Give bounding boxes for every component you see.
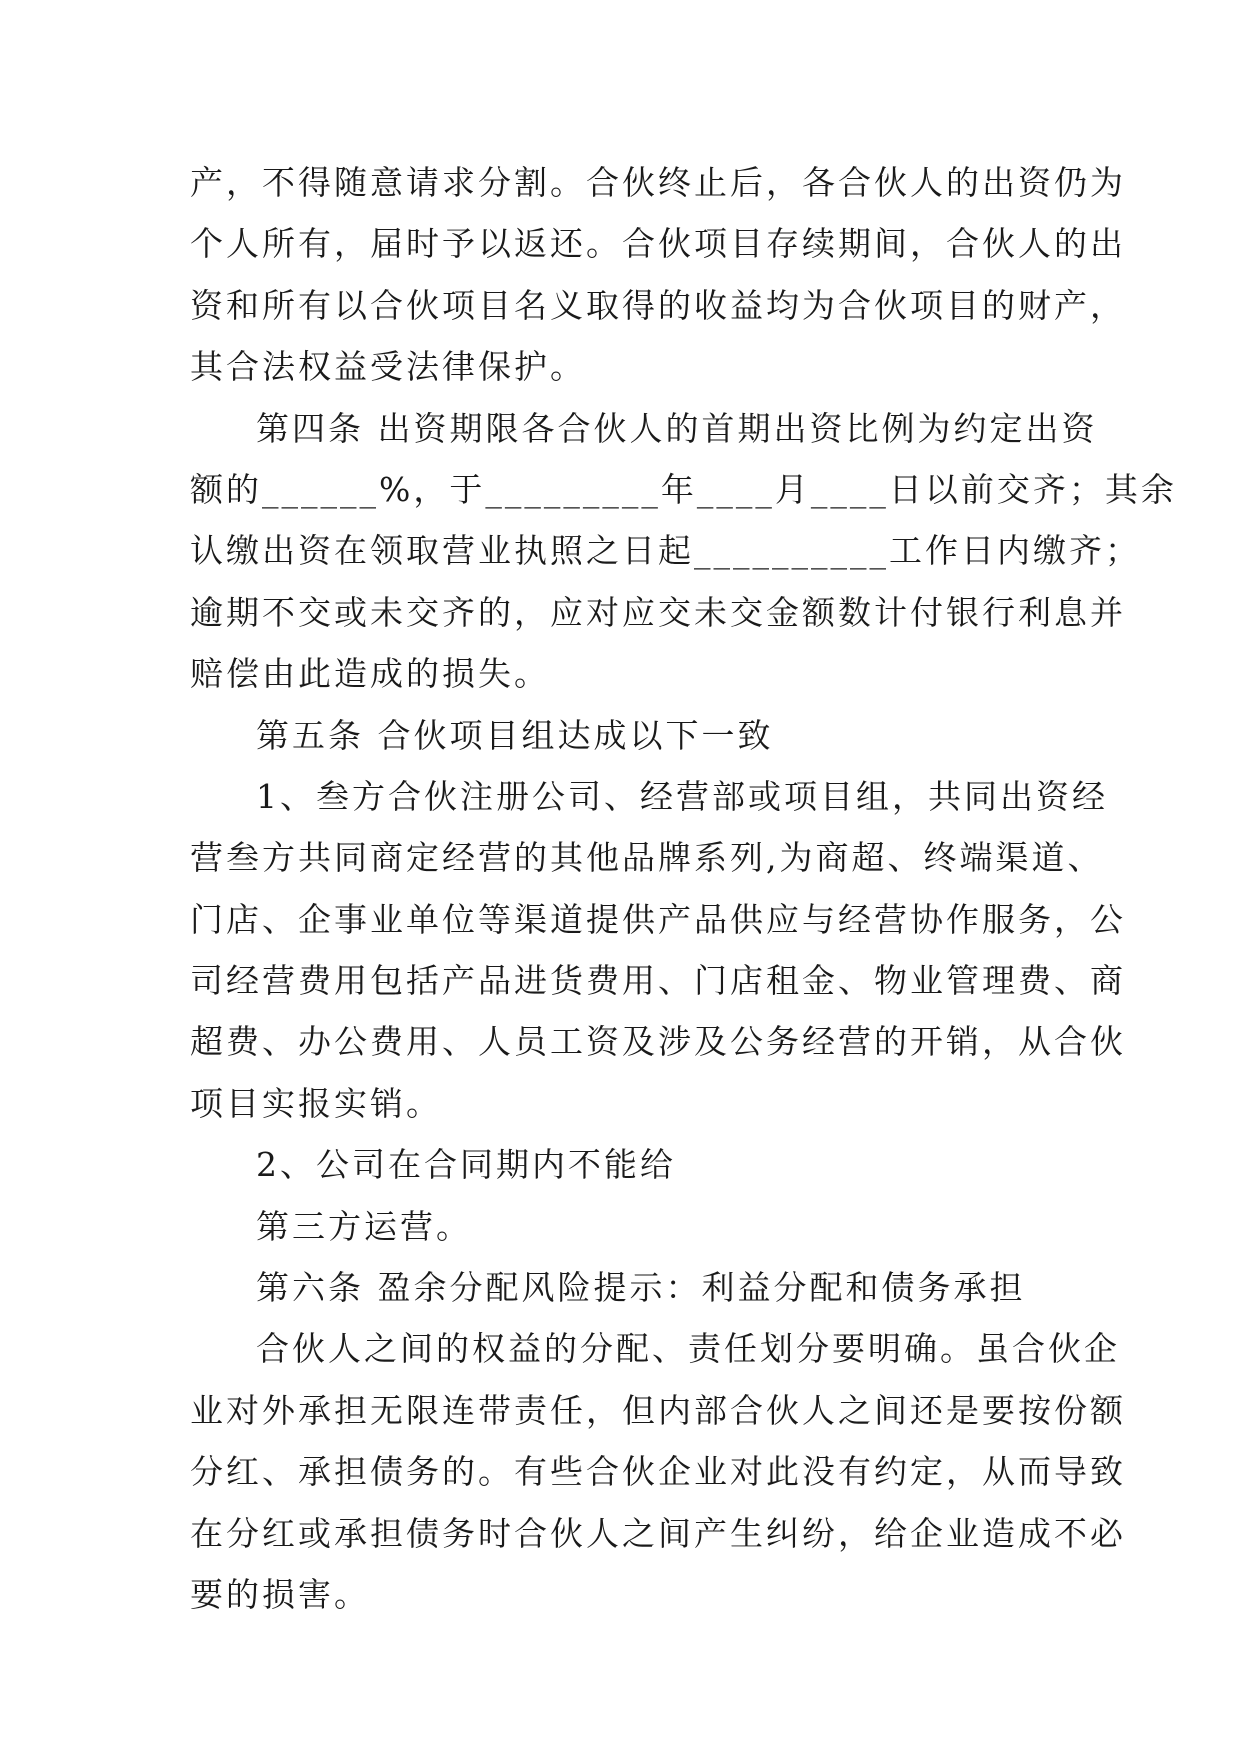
text-line: 业对外承担无限连带责任，但内部合伙人之间还是要按份额 — [190, 1390, 1126, 1430]
text-line: 其合法权益受法律保护。 — [190, 347, 586, 387]
text-line: 逾期不交或未交齐的，应对应交未交金额数计付银行利息并 — [190, 592, 1126, 632]
text-line: 产，不得随意请求分割。合伙终止后，各合伙人的出资仍为 — [190, 163, 1126, 202]
article-6-heading: 第六条 盈余分配风险提示：利益分配和债务承担 — [256, 1268, 1026, 1308]
text-line: 项目实报实销。 — [190, 1083, 442, 1123]
text-line: 合伙人之间的权益的分配、责任划分要明确。虽合伙企 — [256, 1329, 1120, 1369]
text-line: 赔偿由此造成的损失。 — [190, 654, 550, 694]
text-line: 在分红或承担债务时合伙人之间产生纠纷，给企业造成不必 — [190, 1513, 1126, 1553]
text-line: 个人所有，届时予以返还。合伙项目存续期间，合伙人的出 — [190, 224, 1126, 264]
article-5-heading: 第五条 合伙项目组达成以下一致 — [256, 715, 774, 755]
text-line: 资和所有以合伙项目名义取得的收益均为合伙项目的财产， — [190, 285, 1126, 325]
text-line: 额的______%，于_________年____月____日以前交齐；其余 — [190, 469, 1177, 509]
document-page — [190, 152, 1177, 1625]
text-line: 门店、企事业单位等渠道提供产品供应与经营协作服务，公 — [190, 899, 1126, 939]
text-line: 营叁方共同商定经营的其他品牌系列,为商超、终端渠道、 — [190, 838, 1104, 878]
article-4-heading: 第四条 出资期限各合伙人的首期出资比例为约定出资 — [256, 408, 1098, 448]
text-line: 要的损害。 — [190, 1574, 370, 1614]
clause-1-line: 1、叁方合伙注册公司、经营部或项目组，共同出资经 — [256, 776, 1108, 816]
text-line: 认缴出资在领取营业执照之日起__________工作日内缴齐； — [190, 531, 1141, 571]
clause-2-line: 2、公司在合同期内不能给 — [256, 1145, 676, 1185]
text-line: 分红、承担债务的。有些合伙企业对此没有约定，从而导致 — [190, 1452, 1126, 1492]
text-line: 超费、办公费用、人员工资及涉及公务经营的开销，从合伙 — [190, 1022, 1126, 1062]
text-line: 司经营费用包括产品进货费用、门店租金、物业管理费、商 — [190, 961, 1126, 1001]
text-line: 第三方运营。 — [256, 1206, 472, 1246]
